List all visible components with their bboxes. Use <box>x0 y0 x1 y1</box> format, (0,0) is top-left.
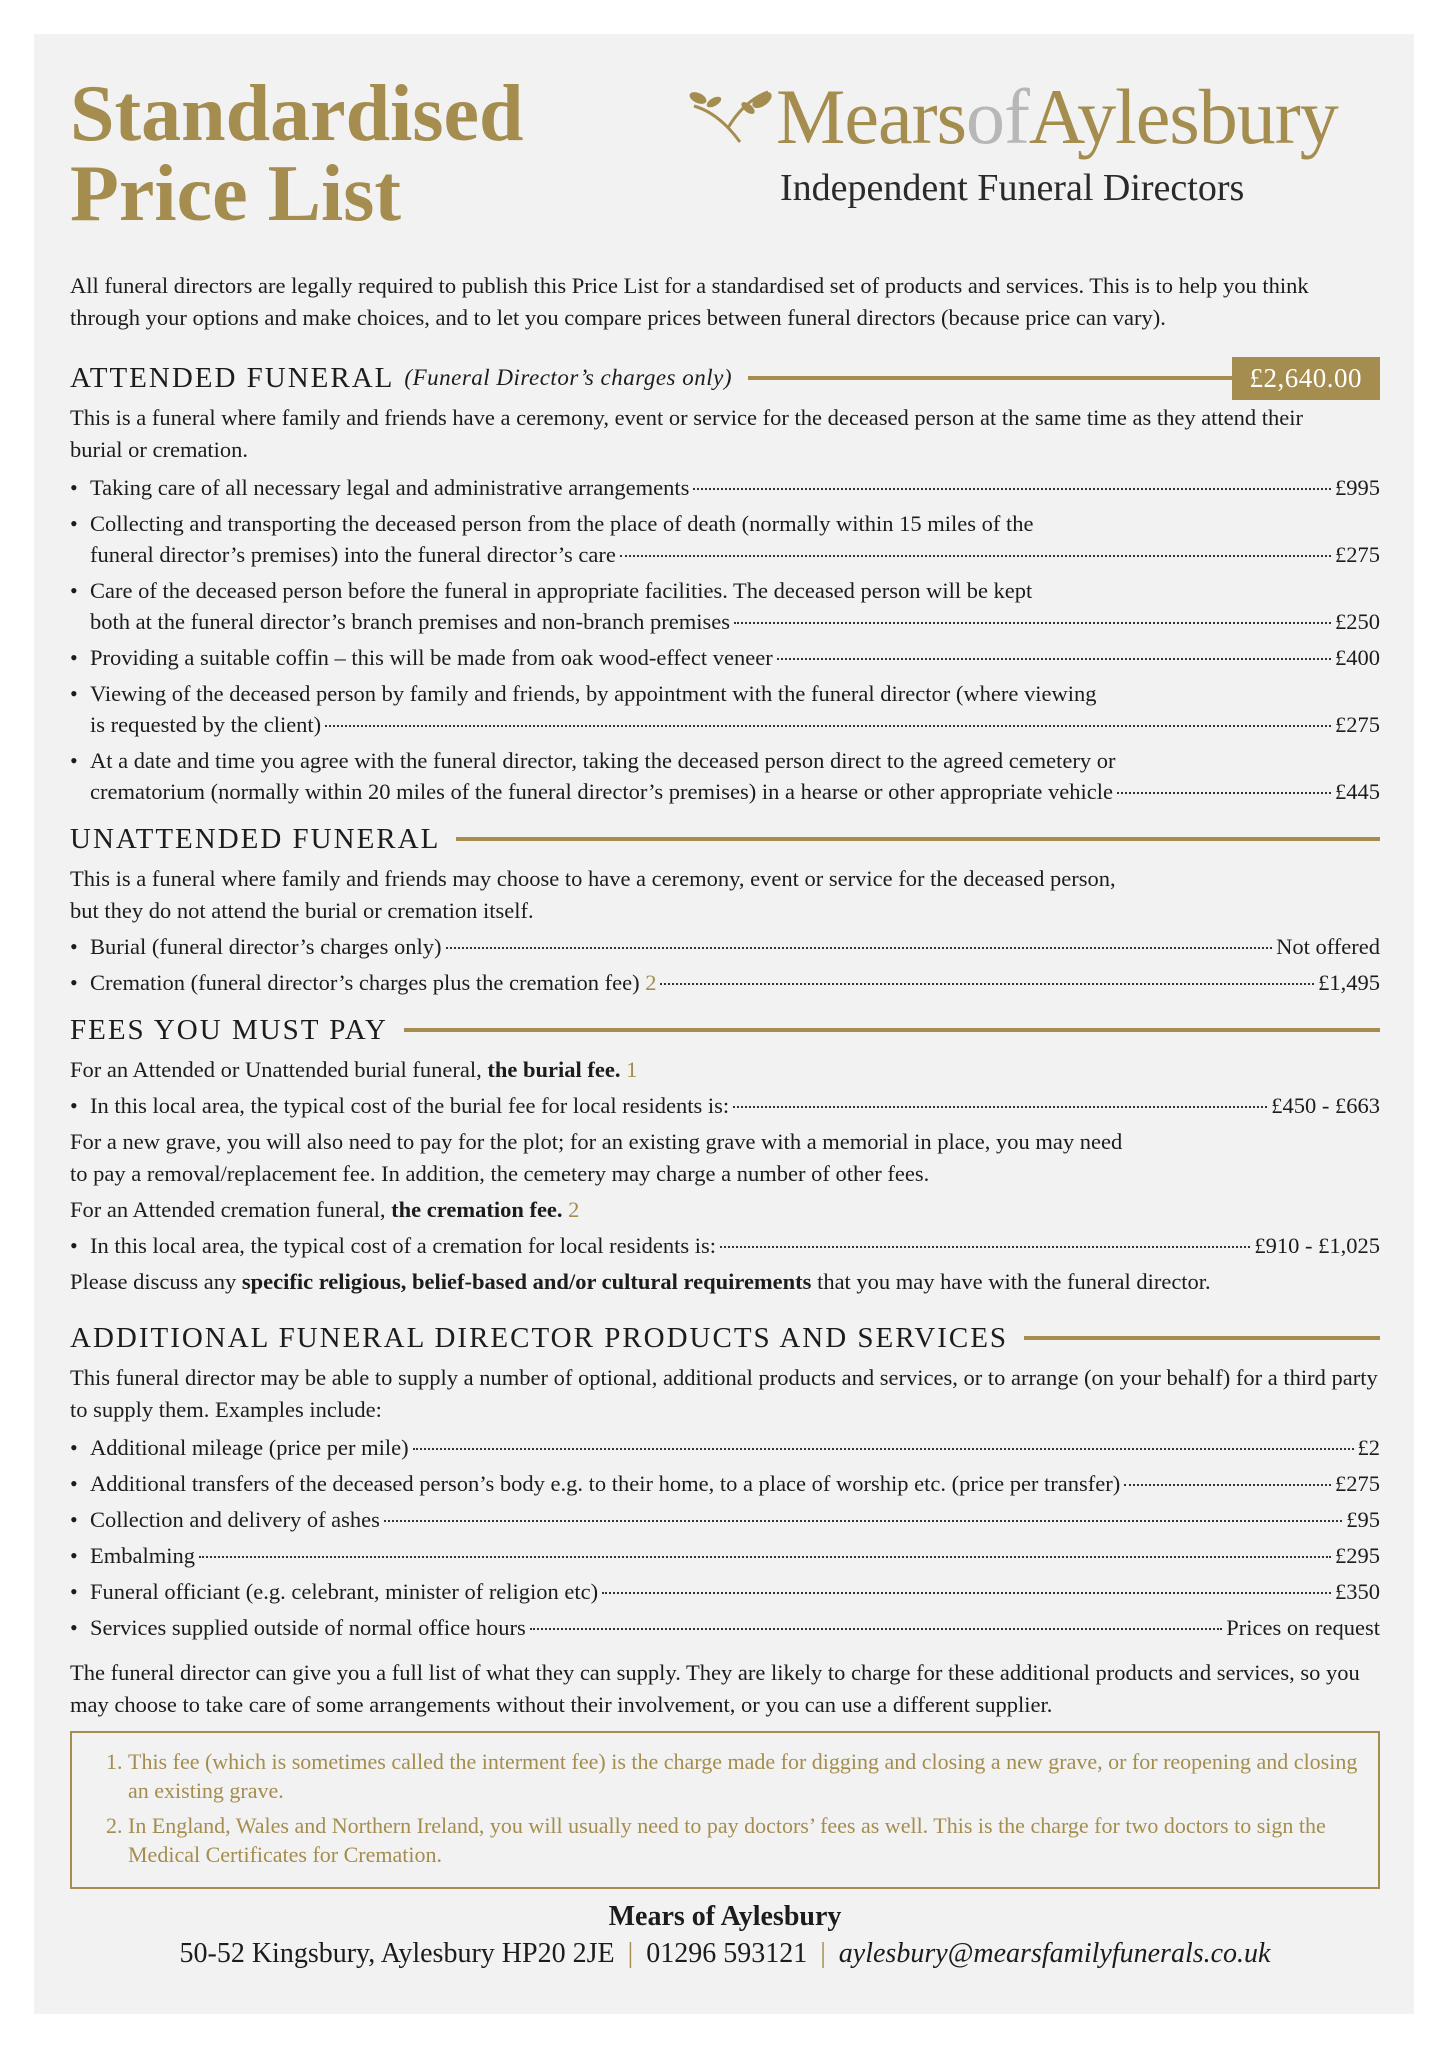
price-item-collection-transport <box>70 508 1380 570</box>
price-item-label: • Embalming <box>90 1543 195 1568</box>
cremation-fee-intro <box>70 1194 1380 1226</box>
price-item-label: is requested by the client) <box>90 712 322 737</box>
price-item-cremation-fee <box>70 1230 1380 1261</box>
price-item-price: £275 <box>1335 712 1380 737</box>
price-item-label: • Collection and delivery of ashes <box>90 1507 380 1532</box>
unattended-price-list <box>70 931 1380 998</box>
price-item-label: • Providing a suitable coffin – this will be made from oak wood-effect veneer <box>90 645 773 670</box>
price-item-price: £400 <box>1335 645 1380 670</box>
logo-word-mears: Mears <box>776 73 966 160</box>
unattended-description-line1: This is a funeral where family and friends may choose to have a ceremony, event or service for the deceased person, <box>70 866 1116 891</box>
price-item-care-of-deceased <box>70 575 1380 637</box>
dot-leader <box>720 1246 1250 1248</box>
price-item-cremation <box>70 967 1380 998</box>
footer-separator: | <box>627 1938 634 1969</box>
attended-funeral-title: ATTENDED FUNERAL <box>70 361 395 394</box>
leaf-sprig-icon <box>688 84 778 154</box>
unattended-funeral-title: UNATTENDED FUNERAL <box>70 822 441 855</box>
page-title-line1: Standardised <box>70 70 524 158</box>
dot-leader <box>602 1592 1331 1594</box>
price-item-label: • Additional mileage (price per mile) <box>90 1435 409 1460</box>
price-item-officiant <box>70 1576 1380 1607</box>
additional-price-list <box>70 1432 1380 1643</box>
dot-leader <box>446 947 1273 949</box>
dot-leader <box>199 1556 1331 1558</box>
footnote-1: 1. This fee (which is sometimes called the interment fee) is the charge made for digging and closing a new grave, or for reopening and closing an existing grave. <box>128 1747 1358 1805</box>
price-item-label-line1: • Collecting and transporting the deceased person from the place of death (normally within 15 miles of the <box>90 511 1034 536</box>
attended-funeral-header <box>70 354 1380 402</box>
footnote-2: 2. In England, Wales and Northern Ireland, you will usually need to pay doctors’ fees as well. This is the charge for two doctors to sign the Medical Certificates for Cremation. <box>128 1811 1358 1869</box>
dot-leader <box>413 1448 1354 1450</box>
intro-paragraph: All funeral directors are legally required to publish this Price List for a standardised set of products and services. This is to help you think through your options and make choices, and to let you compare prices between funeral directors (because price can vary). <box>70 273 1309 330</box>
attended-funeral-subtitle: (Funeral Director’s charges only) <box>404 365 732 390</box>
cremation-fee-intro-text: For an Attended cremation funeral, <box>70 1197 386 1222</box>
cremation-fee-intro-bold: the cremation fee. <box>391 1197 563 1222</box>
section-divider <box>1024 1336 1380 1340</box>
dot-leader <box>660 983 1314 985</box>
additional-header <box>70 1314 1380 1362</box>
dot-leader <box>530 1628 1223 1630</box>
price-item-label: crematorium (normally within 20 miles of the funeral director’s premises) in a hearse or other appropriate vehicle <box>90 779 1113 804</box>
dot-leader <box>620 555 1331 557</box>
price-item-price: £275 <box>1335 1471 1380 1496</box>
page-title-line2: Price List <box>70 150 401 238</box>
price-item-price: £2 <box>1357 1435 1380 1460</box>
footer-phone[interactable]: 01296 593121 <box>646 1938 808 1969</box>
price-item-transfers <box>70 1468 1380 1499</box>
footnote-ref: 2 <box>645 970 657 995</box>
unattended-description <box>70 863 1380 927</box>
page-title <box>70 70 524 238</box>
price-item-embalming <box>70 1540 1380 1571</box>
dot-leader <box>1117 792 1331 794</box>
price-item-price: £350 <box>1335 1579 1380 1604</box>
price-item-label <box>90 967 656 998</box>
burial-fee-intro <box>70 1054 1380 1086</box>
footer-contact-line <box>70 1935 1380 1973</box>
price-item-label: • In this local area, the typical cost of the burial fee for local residents is: <box>90 1093 730 1118</box>
grave-note-line2: to pay a removal/replacement fee. In addition, the cemetery may charge a number of other fees. <box>70 1161 930 1186</box>
dot-leader <box>693 488 1331 490</box>
dot-leader <box>734 622 1331 624</box>
fees-header <box>70 1006 1380 1054</box>
logo-tagline: Independent Funeral Directors <box>780 167 1245 209</box>
discuss-text-b: that you may have with the funeral director. <box>817 1269 1211 1294</box>
price-item-label-line1: • At a date and time you agree with the funeral director, taking the deceased person direct to the agreed cemetery or <box>90 748 1116 773</box>
price-item-label: • In this local area, the typical cost of a cremation for local residents is: <box>90 1233 717 1258</box>
price-item-coffin <box>70 642 1380 673</box>
price-item-label: • Services supplied outside of normal office hours <box>90 1615 526 1640</box>
additional-title: ADDITIONAL FUNERAL DIRECTOR PRODUCTS AND SERVICES <box>70 1321 1009 1354</box>
unattended-description-line2: but they do not attend the burial or cremation itself. <box>70 898 534 923</box>
footnotes-box <box>70 1731 1380 1889</box>
footnote-ref: 2 <box>568 1197 580 1222</box>
dot-leader <box>733 1106 1267 1108</box>
discuss-requirements-note <box>70 1266 1380 1298</box>
footer-separator: | <box>820 1938 826 1969</box>
price-item-label: both at the funeral director’s branch premises and non-branch premises <box>90 609 730 634</box>
unattended-funeral-header <box>70 815 1380 863</box>
discuss-text-bold: specific religious, belief-based and/or cultural requirements <box>241 1269 812 1294</box>
logo-word-aylesbury: Aylesbury <box>1028 73 1338 160</box>
fees-title: FEES YOU MUST PAY <box>70 1013 388 1046</box>
footer <box>70 1899 1380 1973</box>
price-item-label-line1: • Care of the deceased person before the funeral in appropriate facilities. The deceased person will be kept <box>90 578 1033 603</box>
price-item-label: funeral director’s premises) into the funeral director’s care <box>90 542 616 567</box>
footer-address: 50-52 Kingsbury, Aylesbury HP20 2JE <box>179 1938 615 1969</box>
company-logo <box>688 72 1378 232</box>
price-item-label: • Taking care of all necessary legal and administrative arrangements <box>90 475 690 500</box>
price-item-price: £995 <box>1335 475 1380 500</box>
additional-description: This funeral director may be able to supply a number of optional, additional products and services, or to arrange (on your behalf) for a third party to supply them. Examples include: <box>70 1365 1378 1422</box>
price-item-label-line1: • Viewing of the deceased person by family and friends, by appointment with the funeral director (where viewing <box>90 681 1097 706</box>
price-item-burial <box>70 931 1380 962</box>
price-item-price: Prices on request <box>1226 1615 1380 1640</box>
price-item-hearse <box>70 745 1380 807</box>
burial-fee-list <box>70 1090 1380 1121</box>
price-item-label: • Funeral officiant (e.g. celebrant, minister of religion etc) <box>90 1579 599 1604</box>
attended-price-list <box>70 472 1380 807</box>
attended-funeral-description: This is a funeral where family and friends have a ceremony, event or service for the deceased person at the same time as they attend their burial or cremation. <box>70 405 1304 462</box>
price-item-price: £1,495 <box>1318 970 1380 995</box>
dot-leader <box>384 1520 1342 1522</box>
cremation-label-text: Cremation (funeral director’s charges plus the cremation fee) <box>90 970 640 995</box>
cremation-fee-list <box>70 1230 1380 1261</box>
logo-wordmark <box>776 72 1338 162</box>
grave-note-line1: For a new grave, you will also need to pay for the plot; for an existing grave with a memorial in place, you may need <box>70 1129 1123 1154</box>
footer-company-name: Mears of Aylesbury <box>608 1901 842 1932</box>
price-item-legal-admin <box>70 472 1380 503</box>
price-item-price: £450 - £663 <box>1271 1093 1380 1118</box>
price-item-price: £295 <box>1335 1543 1380 1568</box>
section-divider <box>404 1028 1380 1032</box>
footnotes-list <box>100 1747 1358 1869</box>
burial-fee-intro-bold: the burial fee. <box>487 1057 621 1082</box>
dot-leader <box>325 725 1331 727</box>
price-item-mileage <box>70 1432 1380 1463</box>
footnote-ref: 1 <box>626 1057 638 1082</box>
price-item-price: £95 <box>1346 1507 1380 1532</box>
footer-email-link[interactable]: aylesbury@mearsfamilyfunerals.co.uk <box>838 1938 1271 1969</box>
price-item-ashes <box>70 1504 1380 1535</box>
price-list-page <box>34 34 1414 2014</box>
price-item-label: • Burial (funeral director’s charges only) <box>90 934 442 959</box>
attended-total-price-badge: £2,640.00 <box>1232 357 1381 400</box>
price-item-burial-fee <box>70 1090 1380 1121</box>
price-item-label: • Additional transfers of the deceased person’s body e.g. to their home, to a place of worship etc. (price per transfer) <box>90 1471 1121 1496</box>
grave-note <box>70 1126 1380 1190</box>
price-item-price: £910 - £1,025 <box>1254 1233 1380 1258</box>
price-item-price: Not offered <box>1276 934 1380 959</box>
price-item-out-of-hours <box>70 1612 1380 1643</box>
logo-word-of: of <box>965 73 1029 160</box>
section-divider <box>456 837 1380 841</box>
main-content <box>70 270 1380 1973</box>
price-item-viewing <box>70 678 1380 740</box>
section-divider <box>748 376 1232 380</box>
price-item-price: £275 <box>1335 542 1380 567</box>
dot-leader <box>1124 1484 1331 1486</box>
price-item-price: £445 <box>1335 779 1380 804</box>
burial-fee-intro-text: For an Attended or Unattended burial funeral, <box>70 1057 482 1082</box>
discuss-text-a: Please discuss any <box>70 1269 237 1294</box>
additional-closing: The funeral director can give you a full list of what they can supply. They are likely to charge for these additional products and services, so you may choose to take care of some arrangements without their involvement, or you can use a different supplier. <box>70 1660 1360 1717</box>
dot-leader <box>777 658 1331 660</box>
price-item-price: £250 <box>1335 609 1380 634</box>
